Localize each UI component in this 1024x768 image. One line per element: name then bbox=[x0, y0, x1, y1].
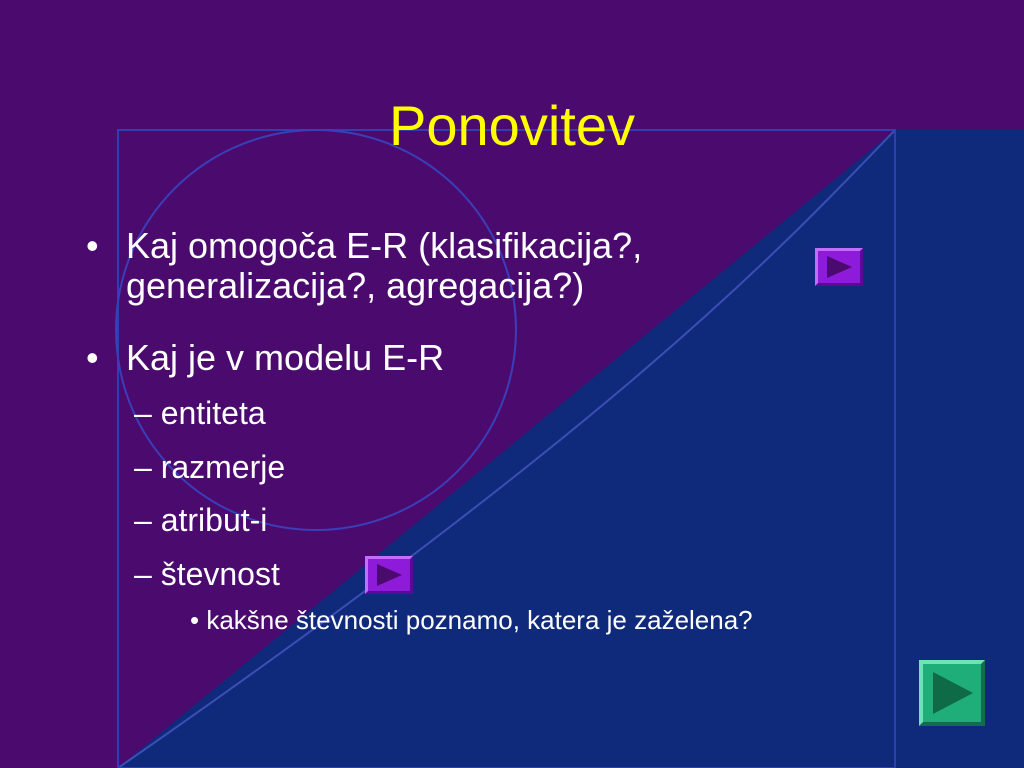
subitem-stevnost: – števnost bbox=[134, 556, 280, 592]
next-slide-icon bbox=[923, 664, 981, 722]
action-button-1[interactable] bbox=[815, 248, 863, 286]
bullet-mark: • bbox=[86, 225, 99, 266]
play-triangle-icon bbox=[368, 559, 410, 591]
subitem-entiteta: – entiteta bbox=[134, 395, 266, 431]
slide-title: Ponovitev bbox=[389, 94, 635, 157]
subitem-razmerje: – razmerje bbox=[134, 449, 286, 485]
bullet-2 bbox=[86, 338, 444, 378]
subsub-item: • kakšne števnosti poznamo, katera je zaželena? bbox=[190, 605, 753, 635]
play-triangle-icon bbox=[818, 251, 860, 283]
bullet-1 bbox=[86, 226, 642, 307]
subitem-atribut: – atribut-i bbox=[134, 502, 268, 538]
action-button-2[interactable] bbox=[365, 556, 413, 594]
bullet-1-line-2: generalizacija?, agregacija?) bbox=[126, 265, 585, 307]
next-slide-button[interactable] bbox=[919, 660, 985, 726]
bullet-mark: • bbox=[86, 337, 99, 378]
bullet-2-line-1: Kaj je v modelu E-R bbox=[126, 337, 445, 378]
bullet-1-line-1: Kaj omogoča E-R (klasifikacija?, bbox=[126, 225, 643, 266]
